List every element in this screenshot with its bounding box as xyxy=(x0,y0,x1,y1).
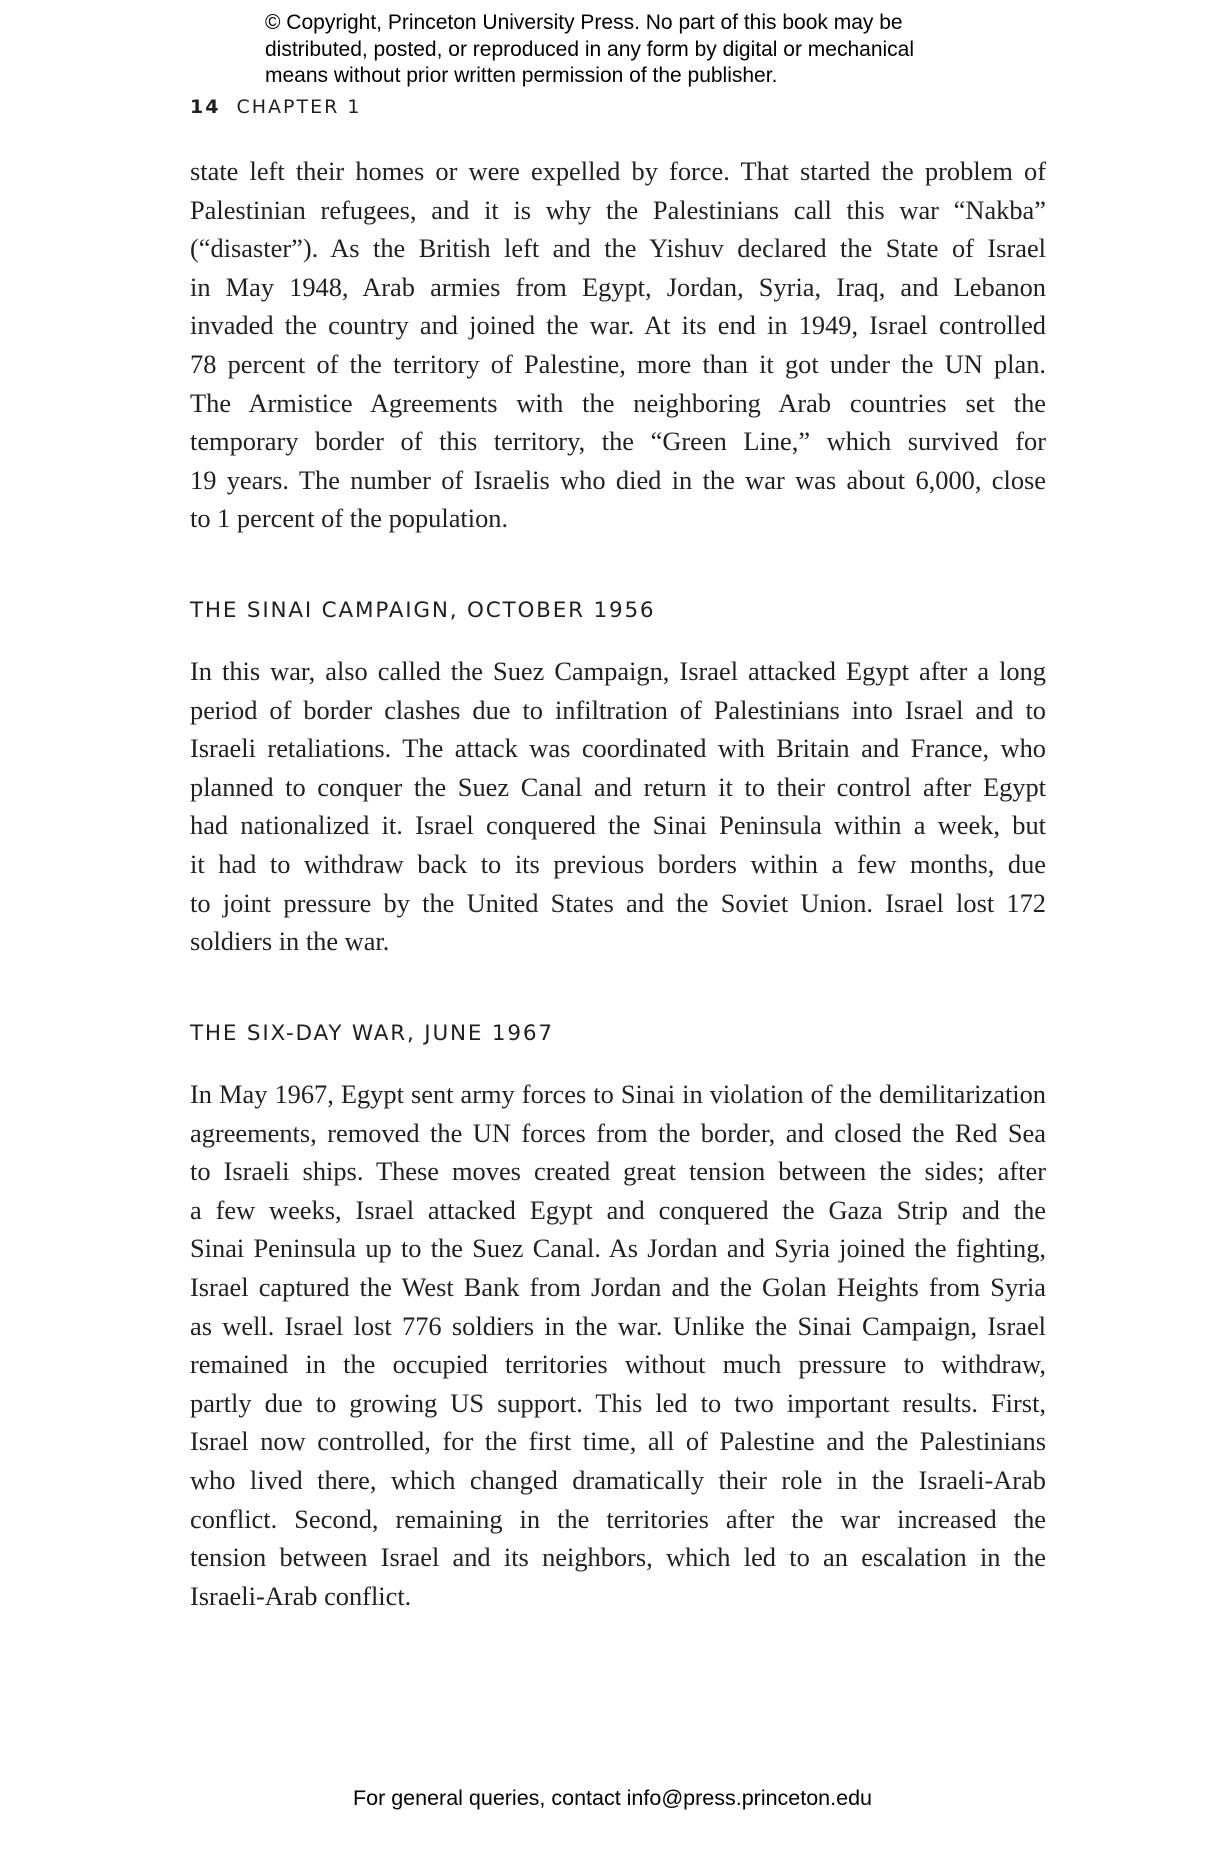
text-line: partly due to growing US support. This led to two important results. First, xyxy=(190,1387,1046,1418)
text-line: to 1 percent of the population. xyxy=(190,503,509,534)
paragraph-six-day-war xyxy=(190,1075,1046,1615)
text-line: Israel now controlled, for the first time, all of Palestine and the Palestinians xyxy=(190,1426,1046,1457)
text-line: state left their homes or were expelled by force. That started the problem of xyxy=(190,156,1046,186)
chapter-label: CHAPTER 1 xyxy=(236,96,362,118)
text-line: had nationalized it. Israel conquered the Sinai Peninsula within a week, but xyxy=(190,810,1046,841)
text-line: Palestinian refugees, and it is why the Palestinians call this war “Nakba” xyxy=(190,194,1046,225)
text-line: Israel captured the West Bank from Jordan and the Golan Heights from Syria xyxy=(190,1271,1046,1302)
text-line: tension between Israel and its neighbors, which led to an escalation in the xyxy=(190,1542,1046,1573)
text-line: In this war, also called the Suez Campaign, Israel attacked Egypt after a long xyxy=(190,656,1046,686)
text-line: Sinai Peninsula up to the Suez Canal. As Jordan and Syria joined the fighting, xyxy=(190,1233,1046,1264)
page-number: 14 xyxy=(190,96,221,118)
text-line: temporary border of this territory, the “Green Line,” which survived for xyxy=(190,426,1046,457)
text-line: Israeli-Arab conflict. xyxy=(190,1580,412,1611)
text-line: a few weeks, Israel attacked Egypt and conquered the Gaza Strip and the xyxy=(190,1194,1046,1225)
text-line: it had to withdraw back to its previous borders within a few months, due xyxy=(190,848,1046,879)
text-line: invaded the country and joined the war. At its end in 1949, Israel controlled xyxy=(190,310,1046,341)
text-line: conflict. Second, remaining in the territories after the war increased the xyxy=(190,1503,1046,1534)
text-line: agreements, removed the UN forces from the border, and closed the Red Sea xyxy=(190,1117,1046,1148)
paragraph-sinai-campaign xyxy=(190,652,1046,961)
text-line: who lived there, which changed dramatically their role in the Israeli-Arab xyxy=(190,1464,1046,1495)
text-line: period of border clashes due to infiltration of Palestinians into Israel and to xyxy=(190,694,1046,725)
text-line: 19 years. The number of Israelis who died in the war was about 6,000, close xyxy=(190,464,1046,495)
footer-contact: For general queries, contact info@press.princeton.edu xyxy=(352,1786,872,1810)
section-heading-sinai-campaign: THE SINAI CAMPAIGN, OCTOBER 1956 xyxy=(190,598,656,623)
text-line: The Armistice Agreements with the neighboring Arab countries set the xyxy=(190,387,1046,418)
running-head xyxy=(190,96,361,118)
text-line: planned to conquer the Suez Canal and return it to their control after Egypt xyxy=(190,771,1046,802)
text-line: soldiers in the war. xyxy=(190,926,390,957)
paragraph-war-of-independence xyxy=(190,152,1046,538)
copyright-line: distributed, posted, or reproduced in any form by digital or mechanical xyxy=(265,37,915,61)
copyright-line: means without prior written permission of the publisher. xyxy=(265,64,778,87)
section-heading-six-day-war: THE SIX-DAY WAR, JUNE 1967 xyxy=(190,1021,554,1046)
text-line: (“disaster”). As the British left and the Yishuv declared the State of Israel xyxy=(190,233,1046,264)
text-line: Israeli retaliations. The attack was coordinated with Britain and France, who xyxy=(190,733,1046,764)
text-line: 78 percent of the territory of Palestine, more than it got under the UN plan. xyxy=(190,348,1046,379)
copyright-notice xyxy=(265,10,1025,90)
text-line: as well. Israel lost 776 soldiers in the war. Unlike the Sinai Campaign, Israel xyxy=(190,1310,1046,1341)
text-line: to joint pressure by the United States and the Soviet Union. Israel lost 172 xyxy=(190,887,1046,918)
text-line: to Israeli ships. These moves created great tension between the sides; after xyxy=(190,1156,1046,1187)
text-line: In May 1967, Egypt sent army forces to Sinai in violation of the demilitarization xyxy=(190,1079,1046,1109)
copyright-line: © Copyright, Princeton University Press. No part of this book may be xyxy=(265,11,903,34)
text-line: remained in the occupied territories without much pressure to withdraw, xyxy=(190,1349,1046,1380)
text-line: in May 1948, Arab armies from Egypt, Jordan, Syria, Iraq, and Lebanon xyxy=(190,271,1046,302)
